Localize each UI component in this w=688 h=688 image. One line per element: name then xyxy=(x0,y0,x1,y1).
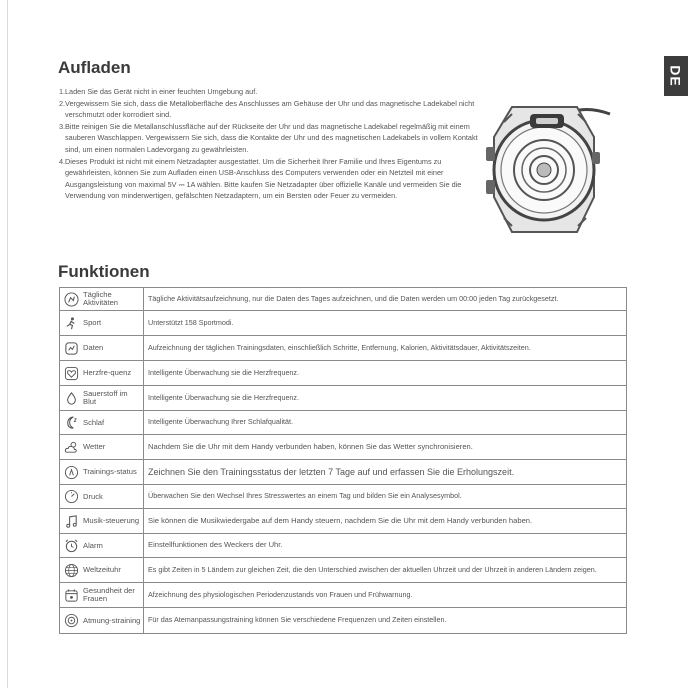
table-row xyxy=(60,583,627,608)
page-edge-rule xyxy=(7,0,8,688)
section-title-functions: Funktionen xyxy=(58,262,150,281)
breath-icon xyxy=(64,613,79,628)
data-icon xyxy=(64,341,79,356)
charging-instructions xyxy=(59,86,479,202)
function-name: Atmung-straining xyxy=(83,615,141,625)
function-name: Herzfre-quenz xyxy=(83,368,132,377)
language-code: DE xyxy=(667,65,684,87)
globe-icon xyxy=(64,563,79,578)
table-row xyxy=(60,311,627,336)
language-tab xyxy=(664,56,688,96)
function-description: Afzeichnung des physiologischen Periodenzustands von Frauen und Frühwarnung. xyxy=(144,583,627,608)
table-row xyxy=(60,558,627,583)
music-icon xyxy=(64,514,79,529)
table-row xyxy=(60,435,627,460)
table-row xyxy=(60,411,627,435)
instruction-item: 3. Bitte reinigen Sie die Metallanschlussfläche auf der Rückseite der Uhr und das magnetische Ladekabel regelmäßig mit einem sauberen Waschlappen. Vergewissern Sie sich, dass die Kontakte der Uhr und des magnetischen Ladekabels in vollem Kontakt sind, um einen normalen Ladevorgang zu gewährleisten. xyxy=(59,121,478,154)
function-name: Trainings-status xyxy=(83,467,137,476)
watch-charger-illustration xyxy=(482,92,612,242)
sport-icon xyxy=(64,316,79,331)
steps-icon xyxy=(64,292,79,307)
function-description: Zeichnen Sie den Trainingsstatus der letzten 7 Tage auf und erfassen Sie die Erholungszeit. xyxy=(144,460,627,485)
calendar-icon xyxy=(64,588,79,603)
cloud-icon xyxy=(64,440,79,455)
function-description: Aufzeichnung der täglichen Trainingsdaten, einschließlich Schritte, Entfernung, Kalorien, Aktivitätsdauer, Aktivitätszeiten. xyxy=(144,336,627,361)
function-description: Einstellfunktionen des Weckers der Uhr. xyxy=(144,534,627,558)
instruction-item: 1. Laden Sie das Gerät nicht in einer feuchten Umgebung auf. xyxy=(59,87,258,96)
function-name: Sauerstoff im Blut xyxy=(83,389,128,406)
functions-table xyxy=(59,287,627,634)
function-description: Intelligente Überwachung sie die Herzfrequenz. xyxy=(144,361,627,386)
function-description: Intelligente Überwachung Ihrer Schlafqualität. xyxy=(144,411,627,435)
function-description: Nachdem Sie die Uhr mit dem Handy verbunden haben, können Sie das Wetter synchronisieren. xyxy=(144,435,627,460)
function-name: Druck xyxy=(83,491,103,501)
moon-icon xyxy=(64,415,79,430)
function-name: Alarm xyxy=(83,540,103,550)
function-name: Schlaf xyxy=(83,417,105,427)
instruction-item: 2. Vergewissern Sie sich, dass die Metalloberfläche des Anschlusses am Gehäuse der Uhr und das magnetische Ladekabel nicht verschmutzt oder korrodiert sind. xyxy=(59,98,475,120)
function-name: Musik-steuerung xyxy=(83,516,140,525)
function-name: Sport xyxy=(83,318,102,327)
table-row xyxy=(60,485,627,509)
function-description: Sie können die Musikwiedergabe auf dem Handy steuern, nachdem Sie die Uhr mit dem Handy verbunden haben. xyxy=(144,509,627,534)
function-name: Gesundheit der Frauen xyxy=(83,586,135,603)
function-name: Tägliche Aktivitäten xyxy=(83,290,119,307)
table-row xyxy=(60,509,627,534)
table-row xyxy=(60,361,627,386)
table-row xyxy=(60,460,627,485)
function-description: Überwachen Sie den Wechsel Ihres Stresswertes an einem Tag und bilden Sie ein Analysesymbol. xyxy=(144,485,627,509)
section-title-charging: Aufladen xyxy=(58,58,131,77)
function-name: Daten xyxy=(83,343,104,352)
alarm-icon xyxy=(64,538,79,553)
table-row xyxy=(60,608,627,634)
function-description: Für das Atemanpassungstraining können Sie verschiedene Frequenzen und Zeiten einstellen. xyxy=(144,608,627,634)
function-description: Intelligente Überwachung sie die Herzfrequenz. xyxy=(144,386,627,411)
table-row xyxy=(60,534,627,558)
gauge-icon xyxy=(64,489,79,504)
function-description: Es gibt Zeiten in 5 Ländern zur gleichen Zeit, die den Unterschied zwischen der aktuellen Uhrzeit und der Uhrzeit in anderen Ländern zeigen. xyxy=(144,558,627,583)
table-row xyxy=(60,386,627,411)
function-description: Tägliche Aktivitätsaufzeichnung, nur die Daten des Tages aufzeichnen, und die Daten werden um 00:00 jeden Tag zurückgesetzt. xyxy=(144,288,627,311)
drop-icon xyxy=(64,391,79,406)
table-row xyxy=(60,288,627,311)
heart-icon xyxy=(64,366,79,381)
function-name: Weltzeituhr xyxy=(83,565,121,574)
function-name: Wetter xyxy=(83,442,106,451)
instruction-item: 4. Dieses Produkt ist nicht mit einem Netzadapter ausgestattet. Um die Sicherheit Ihrer Familie und Ihres Eigentums zu gewährleisten, können Sie zum Aufladen einen USB-Anschluss des Computers verwenden oder ein Netzteil mit einer Ausgangsleistung von maximal 5V ⎓ 1A wählen. Bitte kaufen Sie Netzadapter über offizielle Kanäle und vermeiden Sie die Verwendung von minderwertigen, gefälschten Netzadaptern, um ein Bersten oder Feuer zu vermeiden. xyxy=(59,156,462,201)
table-row xyxy=(60,336,627,361)
training-icon xyxy=(64,465,79,480)
function-description: Unterstützt 158 Sportmodi. xyxy=(144,311,627,336)
